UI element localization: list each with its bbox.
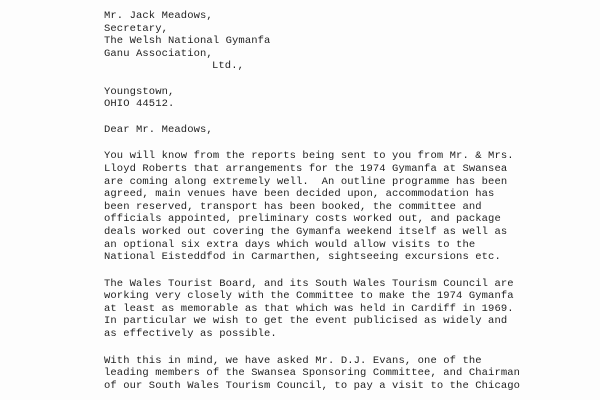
paragraph-line: at least as memorable as that which was held in Cardiff in 1969. xyxy=(104,302,514,315)
paragraph-line: agreed, main venues have been decided upon, accommodation has xyxy=(104,188,495,201)
paragraph-line: an optional six extra days which would allow visits to the xyxy=(104,238,476,251)
paragraph-line: With this in mind, we have asked Mr. D.J. Evans, one of the xyxy=(104,354,482,367)
paragraph-3 xyxy=(104,355,594,393)
paragraph-line: of our South Wales Tourism Council, to pay a visit to the Chicago xyxy=(104,379,521,392)
letter-body xyxy=(104,10,594,392)
paragraph-line: The Wales Tourist Board, and its South Wales Tourism Council are xyxy=(104,277,514,290)
paragraph-2 xyxy=(104,278,594,341)
paragraph-line: National Eisteddfod in Carmarthen, sightseeing excursions etc. xyxy=(104,251,501,264)
paragraph-1 xyxy=(104,150,594,263)
salutation: Dear Mr. Meadows, xyxy=(104,123,213,136)
recipient-title: Secretary, xyxy=(104,22,169,35)
paragraph-line: officials appointed, preliminary costs worked out, and package xyxy=(104,213,501,226)
paragraph-line: been reserved, transport has been booked, the committee and xyxy=(104,200,482,213)
recipient-city: Youngstown, xyxy=(104,85,175,98)
recipient-name: Mr. Jack Meadows, xyxy=(104,10,213,22)
paragraph-line: You will know from the reports being sent to you from Mr. & Mrs. xyxy=(104,150,514,163)
recipient-organisation-line-2: Ganu Association, xyxy=(104,47,213,60)
address-spacer xyxy=(104,73,594,86)
paragraph-line: are coming along extremely well. An outline programme has been xyxy=(104,175,508,188)
recipient-state-zip: OHIO 44512. xyxy=(104,98,175,111)
paragraph-line: Lloyd Roberts that arrangements for the 1974 Gymanfa at Swansea xyxy=(104,162,508,175)
recipient-address xyxy=(104,10,594,111)
recipient-organisation-suffix: Ltd., xyxy=(212,60,245,73)
paragraph-line: In particular we wish to get the event publicised as widely and xyxy=(104,315,508,328)
paragraph-line: as effectively as possible. xyxy=(104,328,277,341)
paragraph-line: working very closely with the Committee to make the 1974 Gymanfa xyxy=(104,290,514,303)
paragraph-line: deals worked out covering the Gymanfa weekend itself as well as xyxy=(104,225,508,238)
paragraph-line: leading members of the Swansea Sponsoring Committee, and Chairman xyxy=(104,367,521,380)
recipient-organisation-line-1: The Welsh National Gymanfa xyxy=(104,35,271,48)
